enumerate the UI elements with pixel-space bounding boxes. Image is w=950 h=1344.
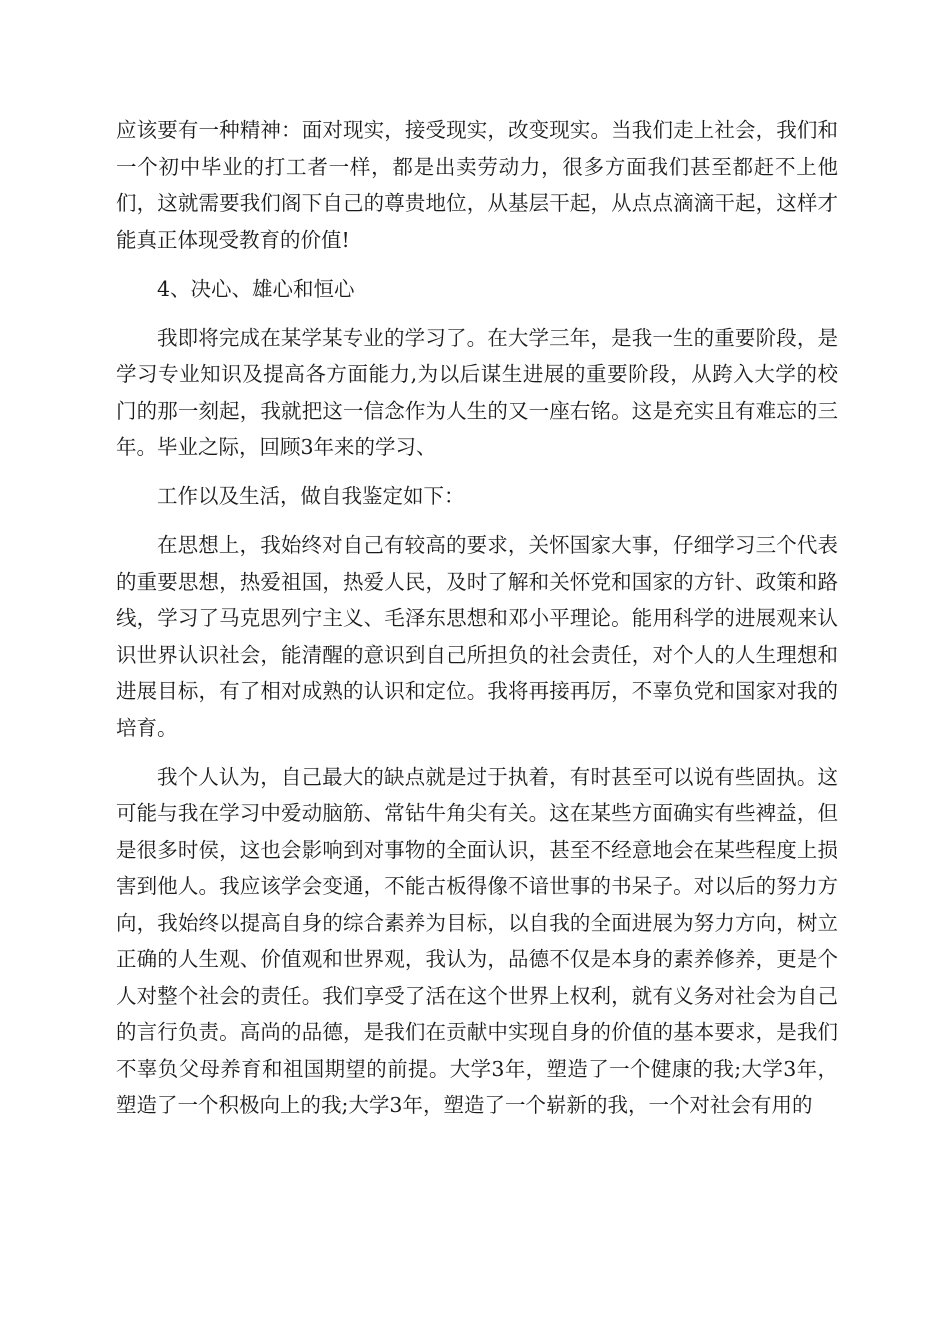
document-page (116, 112, 838, 1124)
paragraph-study: 我即将完成在某学某专业的学习了。在大学三年，是我一生的重要阶段，是学习专业知识及提高各方面能力,为以后谋生进展的重要阶段，从跨入大学的校门的那一刻起，我就把这一信念作为人生的又一座右铭。这是充实且有难忘的三年。毕业之际，回顾3年来的学习、 (116, 325, 838, 459)
paragraph-self-assessment-intro: 工作以及生活，做自我鉴定如下： (157, 484, 465, 508)
paragraph-intro: 应该要有一种精神：面对现实，接受现实，改变现实。当我们走上社会，我们和一个初中毕业的打工者一样，都是出卖劳动力，很多方面我们甚至都赶不上他们，这就需要我们阁下自己的尊贵地位，从基层干起，从点点滴滴干起，这样才能真正体现受教育的价值! (116, 118, 838, 252)
paragraph-ideology: 在思想上，我始终对自己有较高的要求，关怀国家大事，仔细学习三个代表的重要思想，热爱祖国，热爱人民，及时了解和关怀党和国家的方针、政策和路线，学习了马克思列宁主义、毛泽东思想和邓小平理论。能用科学的进展观来认识世界认识社会，能清醒的意识到自己所担负的社会责任，对个人的人生理想和进展目标，有了相对成熟的认识和定位。我将再接再厉，不辜负党和国家对我的培育。 (116, 533, 838, 740)
paragraph-shortcomings: 我个人认为，自己最大的缺点就是过于执着，有时甚至可以说有些固执。这可能与我在学习中爱动脑筋、常钻牛角尖有关。这在某些方面确实有些裨益，但是很多时侯，这也会影响到对事物的全面认识，甚至不经意地会在某些程度上损害到他人。我应该学会变通，不能古板得像不谙世事的书呆子。对以后的努力方向，我始终以提高自身的综合素养为目标，以自我的全面进展为努力方向，树立正确的人生观、价值观和世界观，我认为，品德不仅是本身的素养修养，更是个人对整个社会的责任。我们享受了活在这个世界上权利，就有义务对社会为自己的言行负责。高尚的品德，是我们在贡献中实现自身的价值的基本要求，是我们不辜负父母养育和祖国期望的前提。大学3年，塑造了一个健康的我;大学3年，塑造了一个积极向上的我;大学3年，塑造了一个崭新的我，一个对社会有用的 (116, 764, 838, 1117)
section-heading: 4、决心、雄心和恒心 (157, 276, 355, 301)
